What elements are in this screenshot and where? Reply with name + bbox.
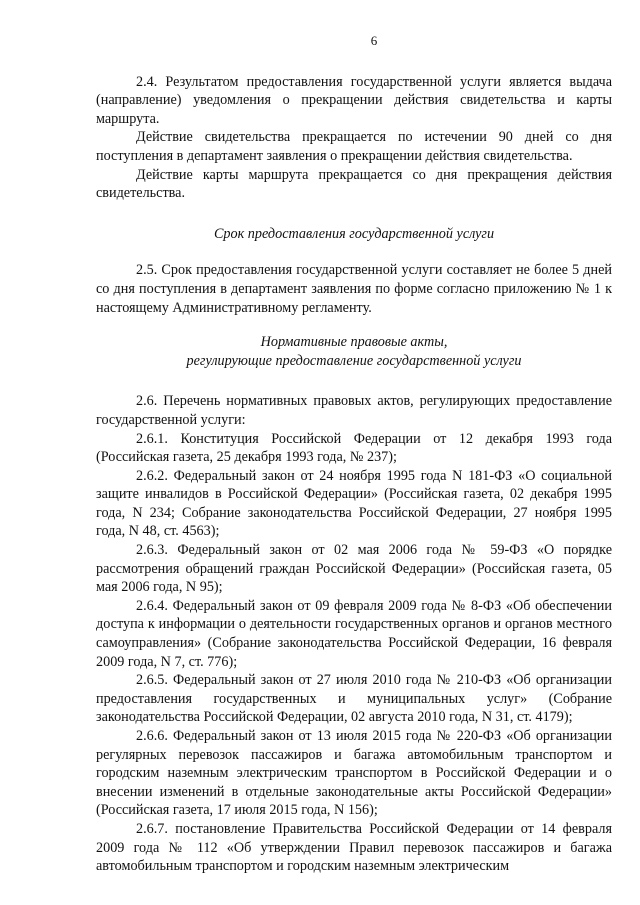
page-number: 6 — [370, 33, 378, 48]
paragraph-route-card-expiry: Действие карты маршрута прекращается со дня прекращения действия свидетельства. — [96, 166, 612, 202]
paragraph-2-6-6: 2.6.6. Федеральный закон от 13 июля 2015 года № 220-ФЗ «Об организации регулярных перевозок пассажиров и багажа автомобильным транспортом и городским наземным электрическим транспортом в Российской Федерации и о внесении изменений в отдельные законодательные акты Российской Федерации» (Российская газета, 17 июля 2015 года, N 156); — [96, 728, 612, 819]
section-heading-acts — [96, 333, 612, 370]
paragraph-2-6-3: 2.6.3. Федеральный закон от 02 мая 2006 года № 59-ФЗ «О порядке рассмотрения обращений граждан Российской Федерации» (Российская газета, 05 мая 2006 года, N 95); — [96, 542, 612, 596]
heading-term-text: Срок предоставления государственной услуги — [213, 225, 495, 242]
paragraph-2-4: 2.4. Результатом предоставления государственной услуги является выдача (направление) уведомления о прекращении действия свидетельства и карты маршрута. — [96, 73, 612, 127]
paragraph-2-5: 2.5. Срок предоставления государственной услуги составляет не более 5 дней со дня поступления в департамент заявления по форме согласно приложению № 1 к настоящему Административному регламенту. — [96, 262, 612, 316]
paragraph-2-6: 2.6. Перечень нормативных правовых актов, регулирующих предоставление государственной услуги: — [96, 393, 612, 428]
paragraph-2-6-5: 2.6.5. Федеральный закон от 27 июля 2010 года № 210-ФЗ «Об организации предоставления государственных и муниципальных услуг» (Собрание законодательства Российской Федерации, 02 августа 2010 года, N 31, ст. 4179); — [96, 672, 612, 726]
section-heading-term — [96, 225, 612, 244]
heading-acts-line1: Нормативные правовые акты, — [260, 334, 448, 351]
paragraph-2-6-4: 2.6.4. Федеральный закон от 09 февраля 2009 года № 8-ФЗ «Об обеспечении доступа к информации о деятельности государственных органов и органов местного самоуправления» (Собрание законодательства Российской Федерации, 16 февраля 2009 года, N 7, ст. 776); — [96, 597, 612, 670]
paragraph-certificate-expiry: Действие свидетельства прекращается по истечении 90 дней со дня поступления в департамент заявления о прекращении действия свидетельства. — [96, 129, 612, 164]
paragraph-2-6-2: 2.6.2. Федеральный закон от 24 ноября 1995 года N 181-ФЗ «О социальной защите инвалидов в Российской Федерации» (Российская газета, 02 декабря 1995 года, N 234; Собрание законодательства Российской Федерации, 27 ноября 1995 года, N 48, ст. 4563); — [96, 467, 612, 540]
heading-acts-line2: регулирующие предоставление государственной услуги — [186, 352, 522, 369]
paragraph-2-6-1: 2.6.1. Конституция Российской Федерации от 12 декабря 1993 года (Российская газета, 25 декабря 1993 года, № 237); — [96, 430, 612, 466]
paragraph-2-6-7: 2.6.7. постановление Правительства Российской Федерации от 14 февраля 2009 года № 112 «Об утверждении Правил перевозок пассажиров и багажа автомобильным транспортом и городским наземным электрическим — [96, 820, 612, 875]
